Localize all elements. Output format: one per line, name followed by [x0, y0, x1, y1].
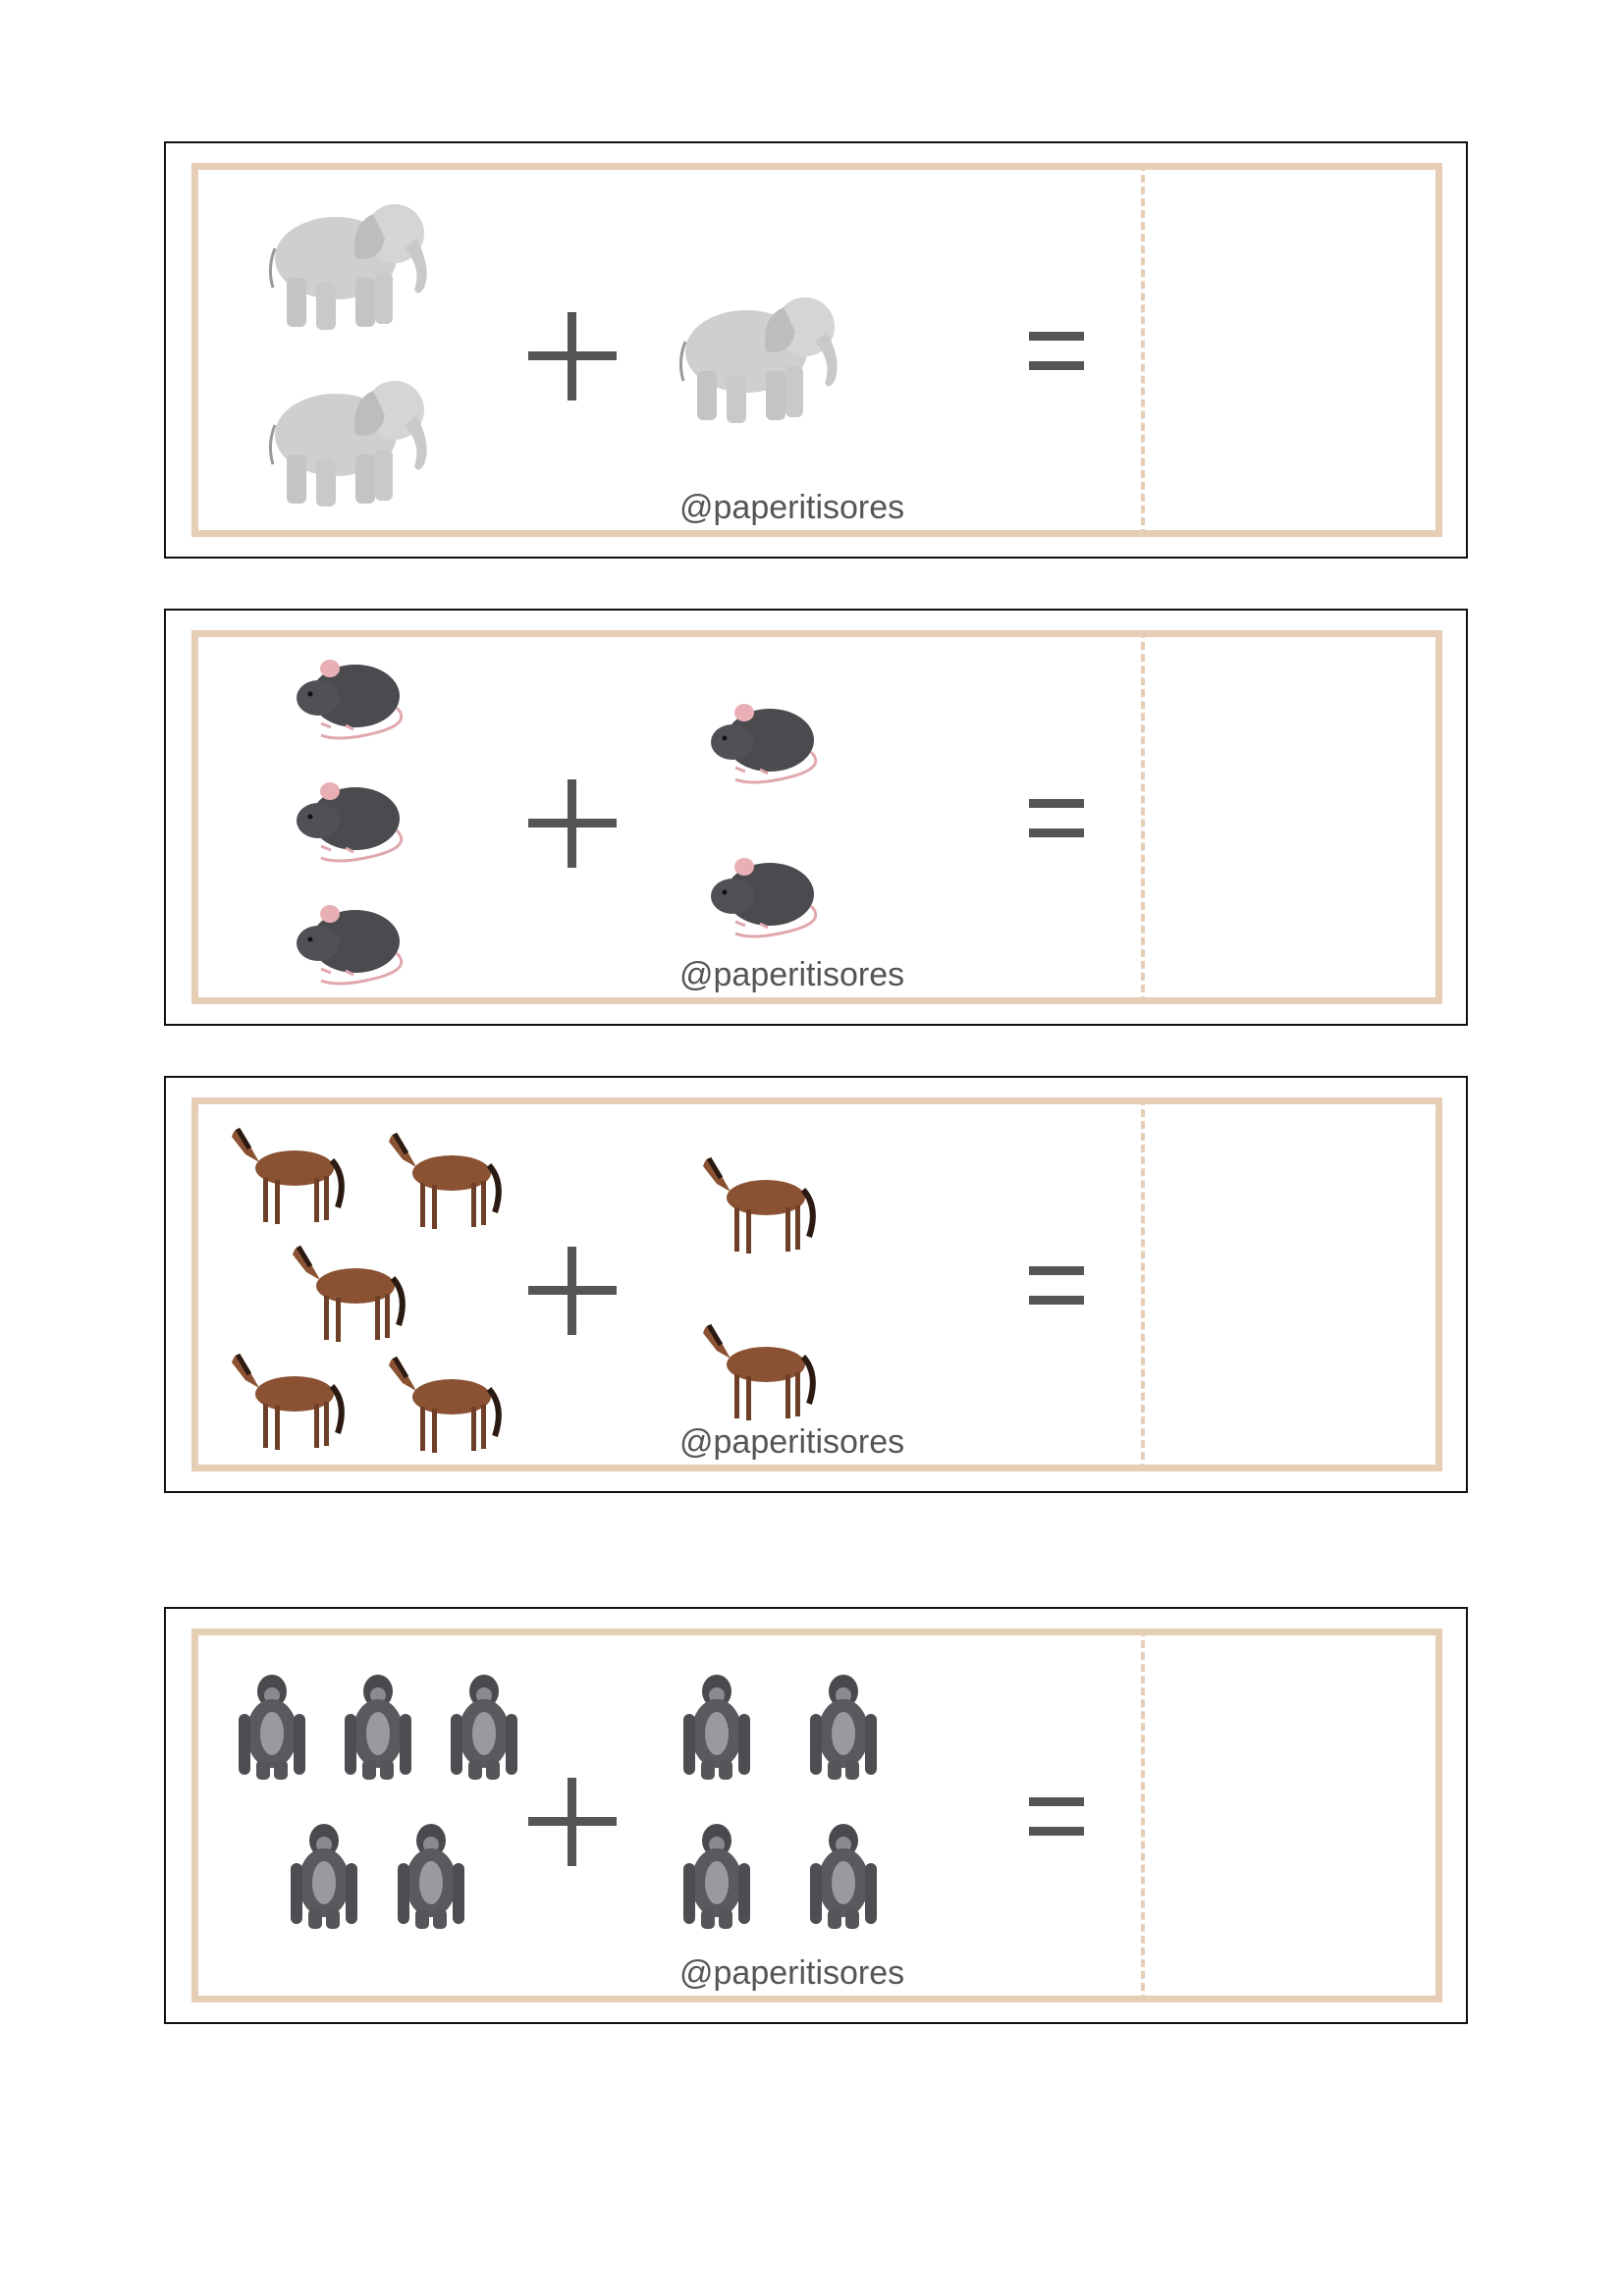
addition-card-elephants — [164, 141, 1468, 559]
plus-sign — [518, 1768, 626, 1876]
card-frame — [191, 630, 1442, 1004]
card-frame — [191, 1097, 1442, 1471]
equals-sign — [1029, 332, 1084, 373]
equals-sign — [1029, 1266, 1084, 1308]
equals-sign — [1029, 799, 1084, 840]
horse-icon — [228, 1119, 355, 1232]
gorilla-icon — [392, 1819, 470, 1932]
watermark: @paperitisores — [679, 1423, 905, 1461]
gorilla-icon — [233, 1670, 311, 1783]
addition-card-gorillas — [164, 1607, 1468, 2024]
horse-icon — [699, 1148, 827, 1261]
mouse-icon — [287, 647, 414, 745]
gorilla-icon — [804, 1670, 883, 1783]
gorilla-icon — [339, 1670, 417, 1783]
elephant-icon — [257, 356, 434, 518]
horse-icon — [289, 1237, 416, 1350]
equals-sign — [1029, 1797, 1084, 1839]
mouse-icon — [701, 845, 829, 943]
dashed-divider — [1141, 163, 1145, 537]
mouse-icon — [287, 892, 414, 990]
addition-card-mice — [164, 609, 1468, 1026]
dashed-divider — [1141, 1097, 1145, 1471]
answer-box[interactable] — [1147, 1104, 1442, 1465]
elephant-icon — [257, 180, 434, 342]
mouse-icon — [287, 770, 414, 868]
card-frame — [191, 163, 1442, 537]
mouse-icon — [701, 691, 829, 789]
answer-box[interactable] — [1147, 1635, 1442, 1996]
dashed-divider — [1141, 630, 1145, 1004]
gorilla-icon — [804, 1819, 883, 1932]
horse-icon — [385, 1348, 513, 1461]
watermark: @paperitisores — [679, 489, 905, 526]
elephant-icon — [668, 273, 844, 435]
watermark: @paperitisores — [679, 1954, 905, 1992]
horse-icon — [385, 1124, 513, 1237]
watermark: @paperitisores — [679, 956, 905, 993]
answer-box[interactable] — [1147, 637, 1442, 997]
plus-sign — [518, 302, 626, 410]
plus-sign — [518, 770, 626, 878]
gorilla-icon — [285, 1819, 363, 1932]
dashed-divider — [1141, 1629, 1145, 2002]
gorilla-icon — [445, 1670, 523, 1783]
gorilla-icon — [677, 1670, 756, 1783]
answer-box[interactable] — [1147, 170, 1442, 530]
addition-card-horses — [164, 1076, 1468, 1493]
plus-sign — [518, 1237, 626, 1345]
horse-icon — [699, 1315, 827, 1428]
card-frame — [191, 1629, 1442, 2002]
horse-icon — [228, 1345, 355, 1458]
gorilla-icon — [677, 1819, 756, 1932]
